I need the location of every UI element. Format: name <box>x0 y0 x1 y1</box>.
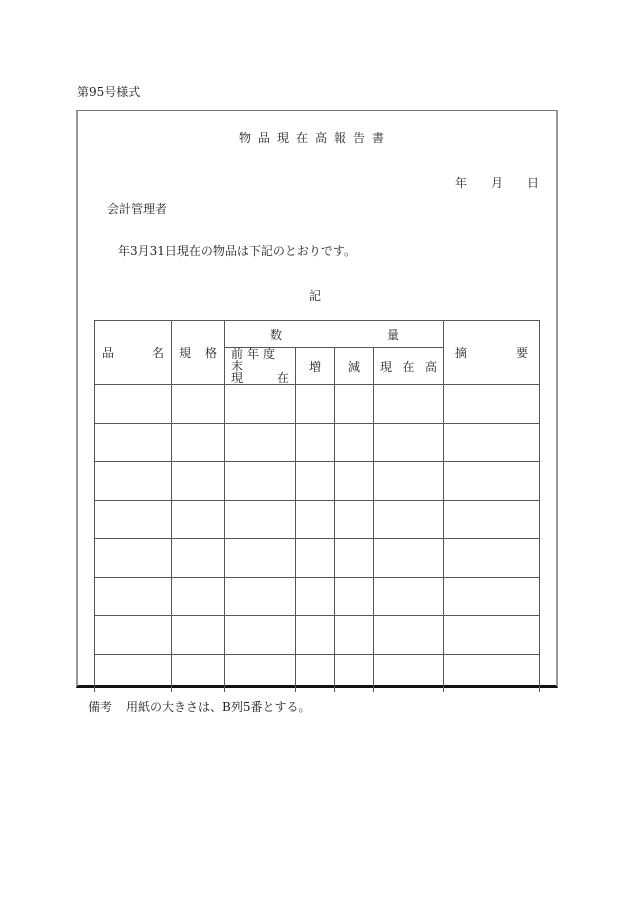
cell-item-name[interactable] <box>95 577 172 616</box>
cell-current-amount[interactable] <box>374 462 444 501</box>
cell-remarks[interactable] <box>444 539 540 578</box>
cell-previous-year-end[interactable] <box>225 385 296 424</box>
table-row <box>95 577 540 616</box>
cell-current-amount[interactable] <box>374 654 444 692</box>
date-day-label: 日 <box>527 176 540 190</box>
table-row <box>95 616 540 655</box>
cell-specification[interactable] <box>172 577 225 616</box>
table-row <box>95 385 540 424</box>
cell-specification[interactable] <box>172 385 225 424</box>
cell-decrease[interactable] <box>335 385 374 424</box>
remark-label: 備考 <box>88 700 113 714</box>
cell-specification[interactable] <box>172 423 225 462</box>
cell-remarks[interactable] <box>444 423 540 462</box>
cell-increase[interactable] <box>296 654 335 692</box>
ki-heading: 記 <box>308 289 321 303</box>
header-remarks: 摘 要 <box>444 321 540 385</box>
header-decrease: 減 <box>335 348 374 385</box>
cell-current-amount[interactable] <box>374 616 444 655</box>
date-month-label: 月 <box>491 176 504 190</box>
cell-specification[interactable] <box>172 539 225 578</box>
header-increase: 増 <box>296 348 335 385</box>
table-row <box>95 423 540 462</box>
cell-remarks[interactable] <box>444 500 540 539</box>
goods-table <box>94 320 540 692</box>
cell-decrease[interactable] <box>335 654 374 692</box>
cell-remarks[interactable] <box>444 462 540 501</box>
remark <box>88 698 310 715</box>
header-quantity: 数 量 <box>225 321 444 348</box>
header-current-amount: 現 在 高 <box>374 348 444 385</box>
cell-current-amount[interactable] <box>374 539 444 578</box>
date-year-label: 年 <box>455 176 468 190</box>
cell-item-name[interactable] <box>95 539 172 578</box>
header-specification: 規 格 <box>172 321 225 385</box>
cell-item-name[interactable] <box>95 385 172 424</box>
cell-increase[interactable] <box>296 385 335 424</box>
cell-previous-year-end[interactable] <box>225 577 296 616</box>
cell-decrease[interactable] <box>335 500 374 539</box>
statement: 年3月31日現在の物品は下記のとおりです。 <box>118 244 356 258</box>
cell-previous-year-end[interactable] <box>225 616 296 655</box>
cell-item-name[interactable] <box>95 654 172 692</box>
remark-text: 用紙の大きさは、B列5番とする。 <box>126 700 311 714</box>
cell-item-name[interactable] <box>95 616 172 655</box>
cell-current-amount[interactable] <box>374 577 444 616</box>
table-row <box>95 500 540 539</box>
cell-item-name[interactable] <box>95 423 172 462</box>
cell-remarks[interactable] <box>444 385 540 424</box>
cell-item-name[interactable] <box>95 500 172 539</box>
cell-specification[interactable] <box>172 462 225 501</box>
table-row <box>95 654 540 692</box>
cell-current-amount[interactable] <box>374 423 444 462</box>
form-number: 第95号様式 <box>77 85 141 99</box>
cell-previous-year-end[interactable] <box>225 500 296 539</box>
cell-current-amount[interactable] <box>374 385 444 424</box>
cell-decrease[interactable] <box>335 423 374 462</box>
cell-previous-year-end[interactable] <box>225 539 296 578</box>
cell-previous-year-end[interactable] <box>225 423 296 462</box>
cell-increase[interactable] <box>296 500 335 539</box>
cell-decrease[interactable] <box>335 539 374 578</box>
header-item-name: 品 名 <box>95 321 172 385</box>
cell-remarks[interactable] <box>444 654 540 692</box>
document-title: 物品現在高報告書 <box>238 131 391 145</box>
cell-decrease[interactable] <box>335 577 374 616</box>
cell-decrease[interactable] <box>335 462 374 501</box>
cell-previous-year-end[interactable] <box>225 462 296 501</box>
cell-specification[interactable] <box>172 616 225 655</box>
cell-increase[interactable] <box>296 462 335 501</box>
header-previous-year-end: 前年度末 現 在 <box>225 348 296 385</box>
cell-increase[interactable] <box>296 616 335 655</box>
cell-remarks[interactable] <box>444 616 540 655</box>
cell-increase[interactable] <box>296 423 335 462</box>
cell-specification[interactable] <box>172 500 225 539</box>
table-row <box>95 462 540 501</box>
cell-increase[interactable] <box>296 577 335 616</box>
table-row <box>95 539 540 578</box>
recipient: 会計管理者 <box>107 202 168 216</box>
cell-increase[interactable] <box>296 539 335 578</box>
cell-decrease[interactable] <box>335 616 374 655</box>
cell-item-name[interactable] <box>95 462 172 501</box>
cell-previous-year-end[interactable] <box>225 654 296 692</box>
cell-specification[interactable] <box>172 654 225 692</box>
cell-current-amount[interactable] <box>374 500 444 539</box>
cell-remarks[interactable] <box>444 577 540 616</box>
